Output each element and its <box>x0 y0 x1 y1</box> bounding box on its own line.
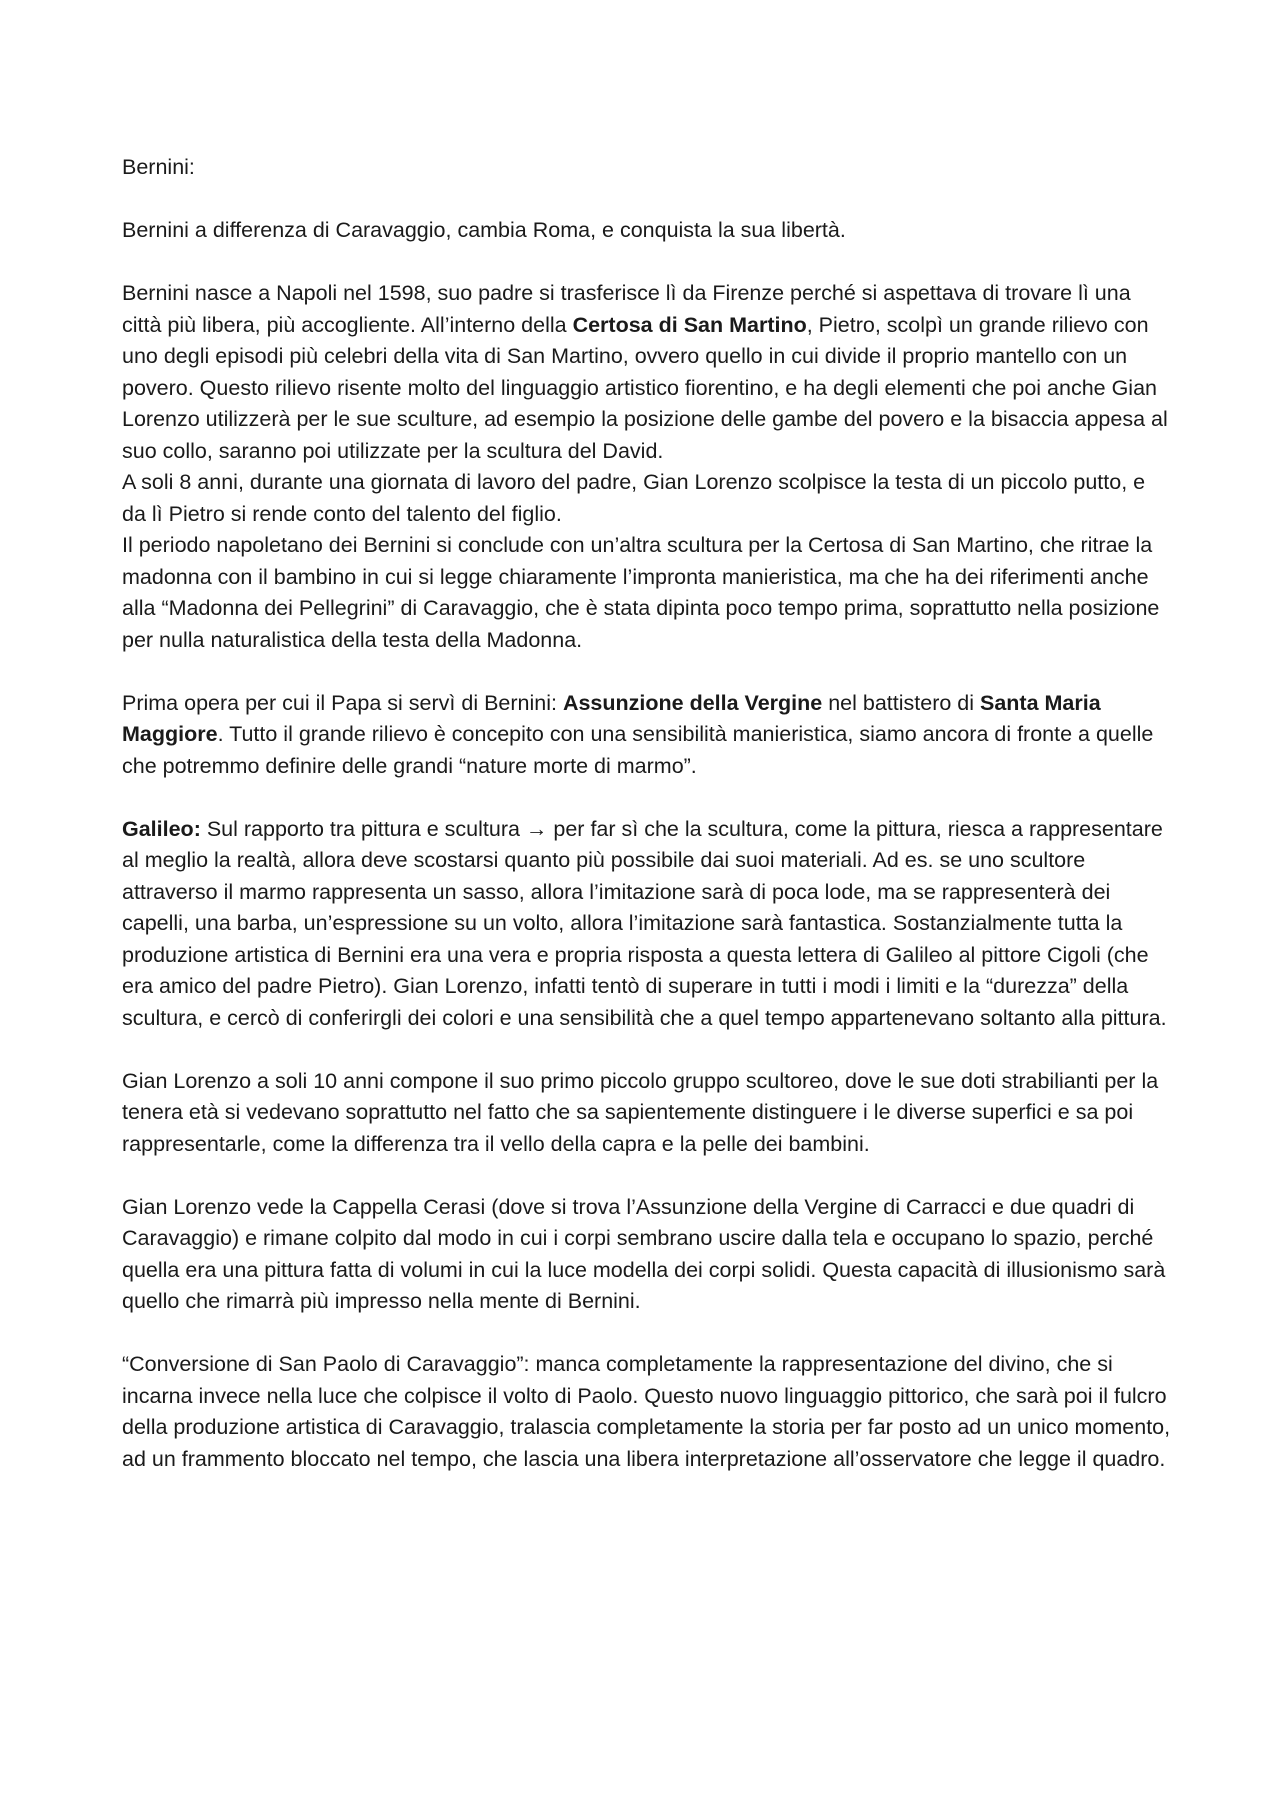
document-body <box>122 152 1172 1475</box>
text-run: per far sì che la scultura, come la pittura, riesca a rappresentare al meglio la realtà, allora deve scostarsi quanto più possibile dai suoi materiali. Ad es. se uno scultore attraverso il marmo rappresenta un sasso, allora l’imitazione sarà di poca lode, ma se rappresenterà dei capelli, una barba, un’espressione su un volto, allora l’imitazione sarà fantastica. Sostanzialmente tutta la produzione artistica di Bernini era una vera e propria risposta a questa lettera di Galileo al pittore Cigoli (che era amico del padre Pietro). Gian Lorenzo, infatti tentò di superare in tutti i modi i limiti e la “durezza” della scultura, e cercò di conferirgli dei colori e una sensibilità che a quel tempo appartenevano soltanto alla pittura. <box>122 816 1167 1030</box>
text-run: Prima opera per cui il Papa si servì di Bernini: <box>122 690 563 715</box>
paragraph-gap <box>122 1318 1172 1350</box>
paragraph-gap <box>122 782 1172 814</box>
paragraph-birth-naples <box>122 278 1172 467</box>
paragraph-neapolitan-period: Il periodo napoletano dei Bernini si conclude con un’altra scultura per la Certosa di San Martino, che ritrae la madonna con il bambino in cui si legge chiaramente l’impronta manieristica, ma che ha dei riferimenti anche alla “Madonna dei Pellegrini” di Caravaggio, che è stata dipinta poco tempo prima, soprattutto nella posizione per nulla naturalistica della testa della Madonna. <box>122 533 1160 652</box>
paragraph-putto: A soli 8 anni, durante una giornata di lavoro del padre, Gian Lorenzo scolpisce la testa di un piccolo putto, e da lì Pietro si rende conto del talento del figlio. <box>122 470 1146 526</box>
arrow-icon: → <box>525 816 548 841</box>
paragraph-conversione-san-paolo: “Conversione di San Paolo di Caravaggio”: manca completamente la rappresentazione del divino, che si incarna invece nella luce che colpisce il volto di Paolo. Questo nuovo linguaggio pittorico, che sarà poi il fulcro della produzione artistica di Caravaggio, tralascia completamente la storia per far posto ad un unico momento, ad un frammento bloccato nel tempo, che lascia una libera interpretazione all’osservatore che legge il quadro. <box>122 1352 1171 1471</box>
paragraph-gap <box>122 656 1172 688</box>
paragraph-gap <box>122 184 1172 216</box>
bold-certosa-di-san-martino: Certosa di San Martino <box>572 312 807 337</box>
paragraph-gap <box>122 1034 1172 1066</box>
paragraph-galileo <box>122 814 1172 1035</box>
bold-galileo: Galileo: <box>122 816 201 841</box>
text-run: , Pietro, scolpì un grande rilievo con uno degli episodi più celebri della vita di San Martino, ovvero quello in cui divide il proprio mantello con un povero. Questo rilievo risente molto del linguaggio artistico fiorentino, e ha degli elementi che poi anche Gian Lorenzo utilizzerà per le sue sculture, ad esempio la posizione delle gambe del povero e la bisaccia appesa al suo collo, saranno poi utilizzate per la scultura del David. <box>122 312 1168 463</box>
bold-assunzione-della-vergine: Assunzione della Vergine <box>562 690 823 715</box>
document-heading: Bernini: <box>122 155 195 179</box>
text-run: nel battistero di <box>822 690 980 715</box>
text-run: Bernini nasce a Napoli nel 1598, suo padre si trasferisce lì da Firenze perché si aspettava di trovare lì una città più libera, più accogliente. All’interno della <box>122 281 1131 337</box>
bold-santa-maria-maggiore: Santa Maria Maggiore <box>122 690 1101 746</box>
paragraph-gap <box>122 247 1172 279</box>
paragraph-first-papal-work <box>122 688 1172 783</box>
paragraph-gap <box>122 1160 1172 1192</box>
text-run: Sul rapporto tra pittura e scultura <box>200 816 526 841</box>
intro-paragraph: Bernini a differenza di Caravaggio, cambia Roma, e conquista la sua libertà. <box>122 218 846 242</box>
paragraph-first-group: Gian Lorenzo a soli 10 anni compone il suo primo piccolo gruppo scultoreo, dove le sue doti strabilianti per la tenera età si vedevano soprattutto nel fatto che sa sapientemente distinguere i le diverse superfici e sa poi rappresentarle, come la differenza tra il vello della capra e la pelle dei bambini. <box>122 1068 1159 1156</box>
paragraph-cappella-cerasi: Gian Lorenzo vede la Cappella Cerasi (dove si trova l’Assunzione della Vergine di Carracci e due quadri di Caravaggio) e rimane colpito dal modo in cui i corpi sembrano uscire dalla tela e occupano lo spazio, perché quella era una pittura fatta di volumi in cui la luce modella dei corpi solidi. Questa capacità di illusionismo sarà quello che rimarrà più impresso nella mente di Bernini. <box>122 1194 1166 1313</box>
text-run: . Tutto il grande rilievo è concepito con una sensibilità manieristica, siamo ancora di fronte a quelle che potremmo definire delle grandi “nature morte di marmo”. <box>122 722 1154 778</box>
